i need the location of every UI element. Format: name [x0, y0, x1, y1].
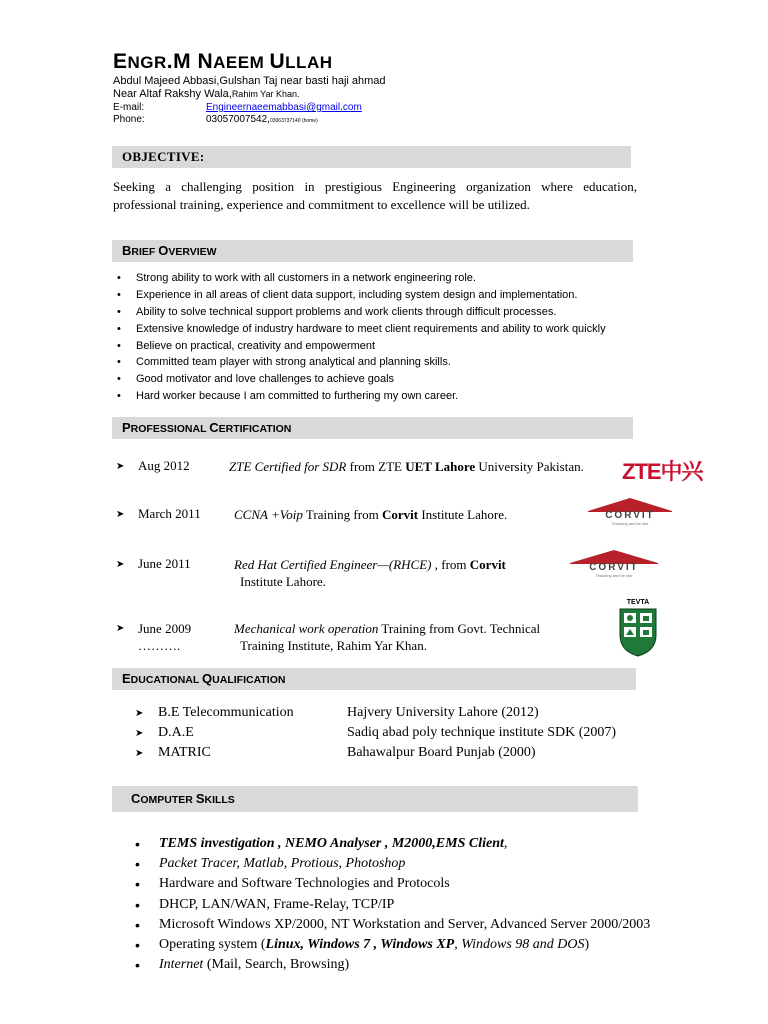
list-item: • Internet (Mail, Search, Browsing)	[135, 955, 650, 975]
phone-number: 03057007542,03063737140 (home)	[206, 114, 318, 125]
degree: B.E Telecommunication	[158, 705, 294, 720]
email-link[interactable]: Engineernaeemabbasi@gmail.com	[206, 102, 362, 113]
list-item: • Operating system (Linux, Windows 7 , Windows XP, Windows 98 and DOS)	[135, 935, 650, 955]
degree: D.A.E	[158, 725, 194, 740]
arrow-bullet-icon: ➤	[135, 748, 144, 759]
candidate-name: ENGR.M NAEEM ULLAH	[113, 50, 333, 73]
cert-date: March 2011	[138, 506, 201, 521]
list-item: • Microsoft Windows XP/2000, NT Workstation and Server, Advanced Server 2000/2003	[135, 915, 650, 935]
address-line-2: Near Altaf Rakshy Wala,Rahim Yar Khan.	[113, 88, 300, 100]
arrow-bullet-icon: ➤	[135, 708, 144, 719]
brief-overview-heading: BRIEF OVERVIEW	[112, 240, 633, 262]
email-label: E-mail:	[113, 102, 145, 113]
list-item: • Extensive knowledge of industry hardware to meet client requirements and ability to work quickly	[117, 321, 606, 338]
education-heading: EDUCATIONAL QUALIFICATION	[112, 668, 636, 690]
list-item: • DHCP, LAN/WAN, Frame-Relay, TCP/IP	[135, 895, 650, 915]
degree: MATRIC	[158, 745, 211, 760]
zte-logo: ZTE中兴	[622, 459, 703, 484]
cert-date: Aug 2012	[138, 458, 190, 473]
cert-description: ZTE Certified for SDR from ZTE UET Lahore University Pakistan.	[229, 459, 584, 474]
list-item: • Good motivator and love challenges to achieve goals	[117, 371, 606, 388]
list-item: • Believe on practical, creativity and empowerment	[117, 338, 606, 355]
skills-list	[135, 834, 650, 975]
arrow-bullet-icon: ➤	[116, 509, 125, 520]
phone-label: Phone:	[113, 114, 145, 125]
objective-heading: OBJECTIVE:	[112, 146, 631, 168]
arrow-bullet-icon: ➤	[116, 623, 125, 634]
list-item: • TEMS investigation , NEMO Analyser , M2000,EMS Client,	[135, 834, 650, 854]
arrow-bullet-icon: ➤	[116, 559, 125, 570]
list-item: • Experience in all areas of client data support, including system design and implementation.	[117, 287, 606, 304]
corvit-logo: CORVIT Teaching and be stst	[586, 497, 674, 529]
cert-date: June 2009 ……….	[138, 621, 192, 653]
corvit-logo: CORVIT Teaching and be stst	[568, 549, 660, 581]
cert-date: June 2011	[138, 556, 191, 571]
certification-heading: PROFESSIONAL CERTIFICATION	[112, 417, 633, 439]
list-item: • Packet Tracer, Matlab, Protious, Photoshop	[135, 854, 650, 874]
institute: Sadiq abad poly technique institute SDK (2007)	[347, 725, 617, 740]
cert-description: Mechanical work operation Training from Govt. Technical Training Institute, Rahim Yar Khan.	[234, 621, 541, 653]
list-item: • Hard worker because I am committed to furthering my own career.	[117, 388, 606, 405]
computer-skills-heading: COMPUTER SKILLS	[112, 786, 638, 812]
tevta-logo: TEVTA	[614, 599, 662, 657]
cert-description: Red Hat Certified Engineer—(RHCE) , from Corvit Institute Lahore.	[234, 557, 506, 589]
objective-text: Seeking a challenging position in prestigious Engineering organization where education, professional training, experience and commitment to excellence will be utilized.	[113, 179, 637, 212]
arrow-bullet-icon: ➤	[116, 461, 125, 472]
institute: Hajvery University Lahore (2012)	[347, 705, 539, 720]
cert-description: CCNA +Voip Training from Corvit Institute Lahore.	[234, 507, 508, 522]
institute: Bahawalpur Board Punjab (2000)	[347, 745, 536, 760]
list-item: • Strong ability to work with all customers in a network engineering role.	[117, 270, 606, 287]
list-item: • Hardware and Software Technologies and Protocols	[135, 874, 650, 894]
list-item: • Ability to solve technical support problems and work clients through difficult processes.	[117, 304, 606, 321]
list-item: • Committed team player with strong analytical and planning skills.	[117, 354, 606, 371]
address-line-1: Abdul Majeed Abbasi,Gulshan Taj near basti haji ahmad	[113, 75, 386, 87]
overview-list	[117, 270, 606, 405]
arrow-bullet-icon: ➤	[135, 728, 144, 739]
